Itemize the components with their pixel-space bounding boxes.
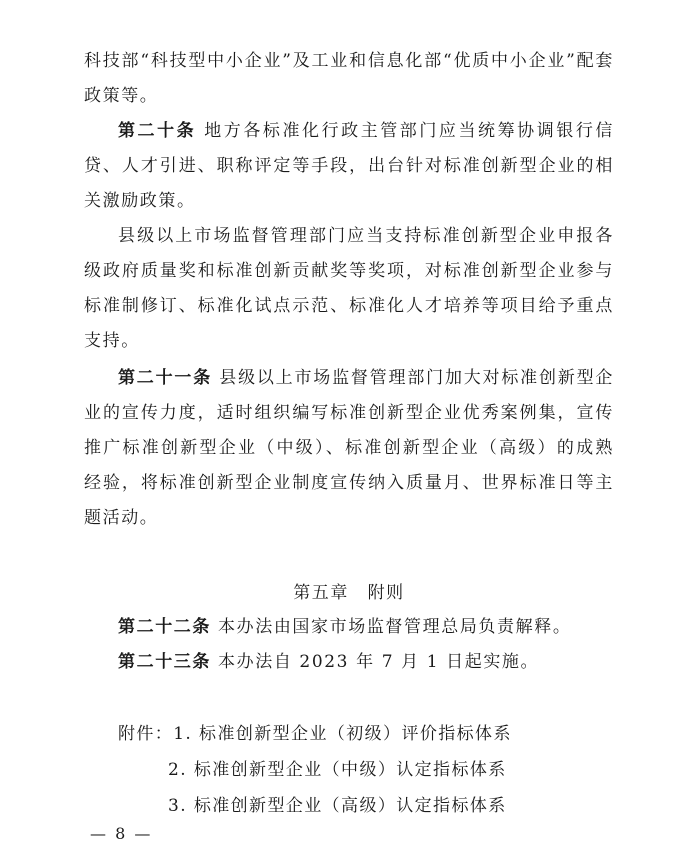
attachments-prefix: 附件： xyxy=(118,724,174,744)
attachment-title: 标准创新型企业（高级）认定指标体系 xyxy=(193,796,507,816)
article-20-label: 第二十条 xyxy=(118,121,197,141)
attachment-number: 1. xyxy=(173,724,193,744)
article-23-text: 本办法自 2023 年 7 月 1 日起实施。 xyxy=(218,652,540,672)
article-22-text: 本办法由国家市场监督管理总局负责解释。 xyxy=(218,617,572,637)
attachment-item-3 xyxy=(168,791,507,816)
article-22 xyxy=(84,610,614,645)
article-20-paragraph-2 xyxy=(84,219,614,359)
attachment-item-2 xyxy=(168,755,507,780)
article-20 xyxy=(84,114,614,219)
article-23-label: 第二十三条 xyxy=(118,652,211,672)
paragraph-intro xyxy=(84,44,614,114)
attachment-number: 3. xyxy=(168,796,188,816)
article-21 xyxy=(84,361,614,536)
article-20-text: 地方各标准化行政主管部门应当统筹协调银行信贷、人才引进、职称评定等手段，出台针对标准创新型企业的相关激励政策。 xyxy=(84,121,614,211)
article-21-text: 县级以上市场监督管理部门加大对标准创新型企业的宣传力度，适时组织编写标准创新型企业优秀案例集，宣传推广标准创新型企业（中级）、标准创新型企业（高级）的成熟经验，将标准创新型企业制度宣传纳入质量月、世界标准日等主题活动。 xyxy=(84,368,614,528)
chapter-heading: 第五章 附则 xyxy=(293,583,405,603)
attachment-title: 标准创新型企业（中级）认定指标体系 xyxy=(193,760,507,780)
article-23 xyxy=(84,645,614,680)
attachment-item-1 xyxy=(118,719,512,744)
attachment-title: 标准创新型企业（初级）评价指标体系 xyxy=(199,724,512,744)
attachment-number: 2. xyxy=(168,760,188,780)
article-22-label: 第二十二条 xyxy=(118,617,211,637)
paragraph-intro-text: 科技部“科技型中小企业”及工业和信息化部“优质中小企业”配套政策等。 xyxy=(84,51,614,106)
article-20-paragraph-2-text: 县级以上市场监督管理部门应当支持标准创新型企业申报各级政府质量奖和标准创新贡献奖等奖项，对标准创新型企业参与标准制修订、标准化试点示范、标准化人才培养等项目给予重点支持。 xyxy=(84,226,614,351)
article-21-label: 第二十一条 xyxy=(118,368,213,388)
page-number: — 8 — xyxy=(90,824,153,843)
